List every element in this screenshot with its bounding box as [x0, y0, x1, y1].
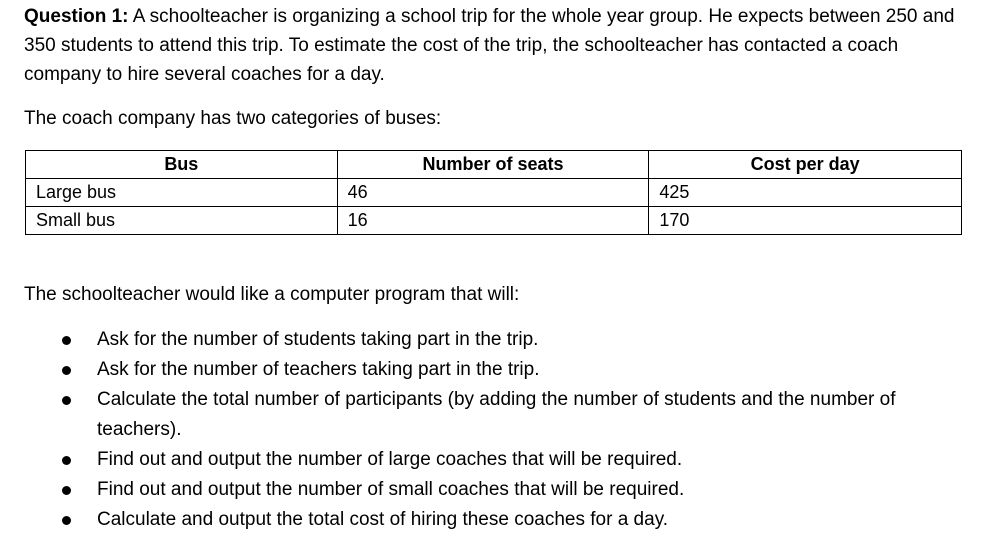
list-item — [0, 505, 988, 535]
bullet-icon — [62, 396, 71, 405]
list-item — [0, 445, 988, 475]
list-item-text: Find out and output the number of large coaches that will be required. — [97, 449, 683, 470]
column-header-cost: Cost per day — [649, 151, 962, 179]
list-item — [0, 475, 988, 505]
bullet-icon — [62, 366, 71, 375]
list-item — [0, 325, 988, 355]
question-text: A schoolteacher is organizing a school trip for the whole year group. He expects between 250 and 350 students to attend this trip. To estimate the cost of the trip, the schoolteacher has contacted a coach company to hire several coaches for a day. — [24, 6, 955, 85]
list-item-text: Calculate the total number of participants (by adding the number of students and the number of teachers). — [97, 389, 896, 440]
table-header-row — [26, 151, 962, 179]
table-cell: 46 — [337, 179, 649, 207]
categories-text: The coach company has two categories of buses: — [24, 108, 442, 129]
table-cell: 170 — [649, 207, 962, 235]
list-item — [0, 355, 988, 385]
list-item-text: Ask for the number of students taking part in the trip. — [97, 329, 539, 350]
question-paragraph — [24, 2, 964, 89]
column-header-seats: Number of seats — [337, 151, 649, 179]
bullet-icon — [62, 456, 71, 465]
question-label: Question 1: — [24, 6, 129, 27]
table-cell: 16 — [337, 207, 649, 235]
column-header-bus: Bus — [26, 151, 338, 179]
list-item-text: Find out and output the number of small coaches that will be required. — [97, 479, 685, 500]
list-item — [0, 385, 988, 445]
table-row — [26, 179, 962, 207]
table-row — [26, 207, 962, 235]
bus-table — [25, 150, 962, 235]
table-cell: Small bus — [26, 207, 338, 235]
table-cell: Large bus — [26, 179, 338, 207]
requirements-list — [0, 325, 988, 535]
bullet-icon — [62, 516, 71, 525]
list-item-text: Ask for the number of teachers taking part in the trip. — [97, 359, 540, 380]
program-intro-text: The schoolteacher would like a computer program that will: — [24, 284, 520, 305]
bullet-icon — [62, 486, 71, 495]
list-item-text: Calculate and output the total cost of hiring these coaches for a day. — [97, 509, 669, 530]
bullet-icon — [62, 336, 71, 345]
table-cell: 425 — [649, 179, 962, 207]
